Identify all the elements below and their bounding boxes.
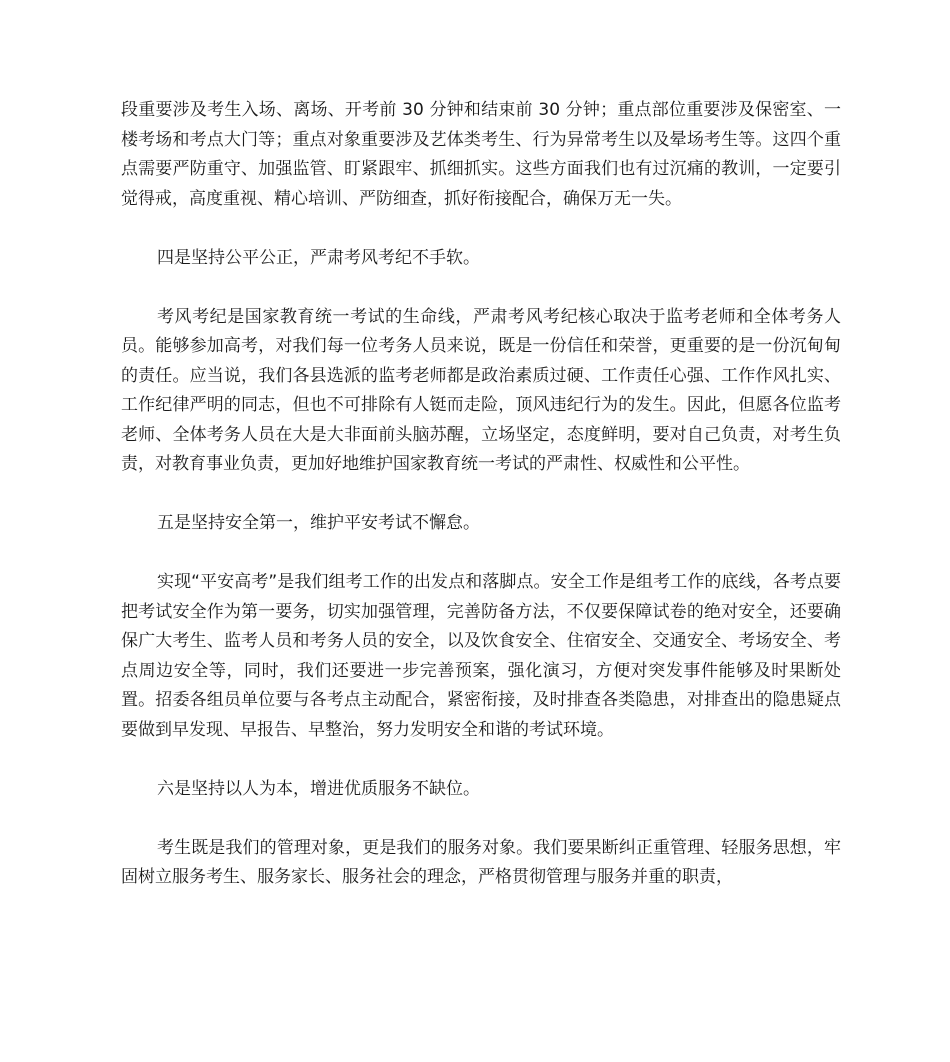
document-page — [121, 96, 841, 922]
paragraph-exam-safety: 实现“平安高考”是我们组考工作的出发点和落脚点。安全工作是组考工作的底线，各考点要把考试安全作为第一要务，切实加强管理，完善防备方法，不仅要保障试卷的绝对安全，还要确保广大考生、监考人员和考务人员的安全，以及饮食安全、住宿安全、交通安全、考场安全、考点周边安全等，同时，我们还要进一步完善预案，强化演习，方便对突发事件能够及时果断处置。招委各组员单位要与各考点主动配合，紧密衔接，及时排查各类隐患，对排查出的隐患疑点要做到早发现、早报告、早整治，努力发明安全和谐的考试环境。 — [121, 572, 841, 740]
paragraph-quality-service: 考生既是我们的管理对象，更是我们的服务对象。我们要果断纠正重管理、轻服务思想，牢固树立服务考生、服务家长、服务社会的理念，严格贯彻管理与服务并重的职责， — [121, 837, 841, 887]
paragraph-continuation: 段重要涉及考生入场、离场、开考前 30 分钟和结束前 30 分钟；重点部位重要涉及保密室、一楼考场和考点大门等；重点对象重要涉及艺体类考生、行为异常考生以及晕场考生等。这四个重点需要严防重守、加强监管、盯紧跟牢、抓细抓实。这些方面我们也有过沉痛的教训，一定要引觉得戒，高度重视、精心培训、严防细查，抓好衔接配合，确保万无一失。 — [121, 100, 841, 209]
paragraph-exam-discipline: 考风考纪是国家教育统一考试的生命线，严肃考风考纪核心取决于监考老师和全体考务人员。能够参加高考，对我们每一位考务人员来说，既是一份信任和荣誉，更重要的是一份沉甸甸的责任。应当说，我们各县选派的监考老师都是政治素质过硬、工作责任心强、工作作风扎实、工作纪律严明的同志，但也不可排除有人铤而走险，顶风违纪行为的发生。因此，但愿各位监考老师、全体考务人员在大是大非面前头脑苏醒，立场坚定，态度鲜明，要对自己负责，对考生负责，对教育事业负责，更加好地维护国家教育统一考试的严肃性、权威性和公平性。 — [121, 306, 841, 474]
section-heading-five: 五是坚持安全第一，维护平安考试不懈怠。 — [157, 513, 480, 533]
section-heading-six: 六是坚持以人为本，增进优质服务不缺位。 — [157, 778, 480, 799]
section-heading-four: 四是坚持公平公正，严肃考风考纪不手软。 — [157, 247, 480, 268]
